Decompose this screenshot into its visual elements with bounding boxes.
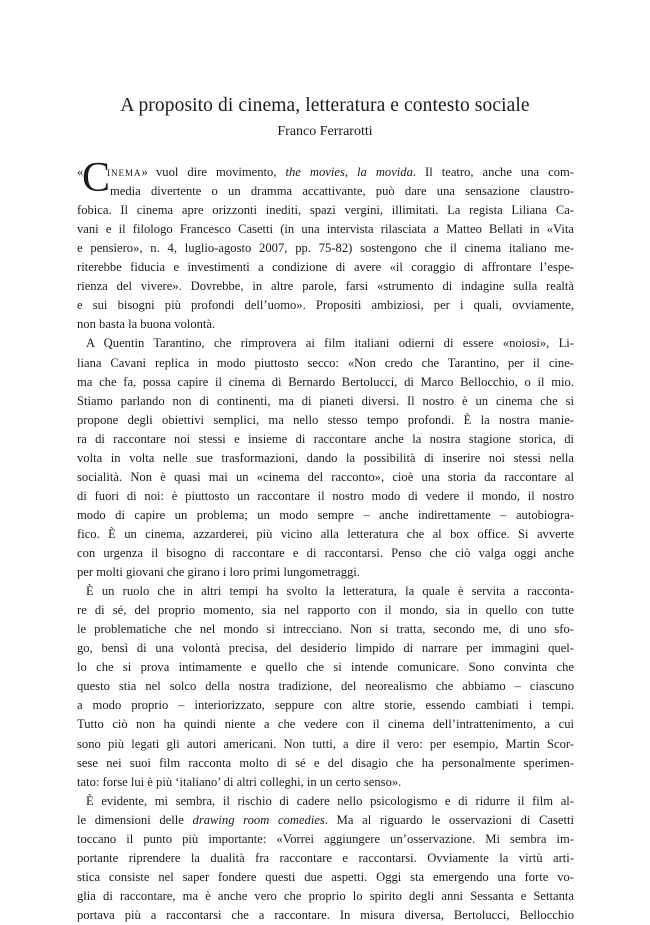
text-run: liana Cavani replica in modo piuttosto secco: «Non credo che Tarantino, per il cine- xyxy=(77,355,574,370)
text-run: vani e il filologo Francesco Casetti (in una intervista rilasciata a Matteo Bellati in «Vita xyxy=(77,222,574,237)
text-line xyxy=(77,392,574,411)
author-name: Franco Ferrarotti xyxy=(277,124,373,139)
text-run: glia di raccontare, ma è anche vero che proprio lo spirito degli anni Sessanta e Settanta xyxy=(77,888,574,903)
text-line xyxy=(77,658,574,677)
text-line xyxy=(77,773,574,792)
text-run: con urgenza il bisogno di raccontare e di raccontarsi. Penso che ciò valga oggi anche xyxy=(77,546,574,560)
text-line xyxy=(77,220,574,239)
text-run: rienza del vivere». Dovrebbe, in altre parole, farsi «strumento di indagine sulla realtà xyxy=(77,279,574,294)
text-line xyxy=(77,811,574,830)
text-run: lo che si prova intimamente e quello che si intende comunicare. Sono convinta che xyxy=(77,660,574,675)
text-line xyxy=(77,315,574,334)
text-run: e sui bisogni più profondi dell’uomo». Propositi ambiziosi, per i quali, ovviamente, xyxy=(77,298,574,313)
text-run: fobica. Il cinema apre orizzonti inediti, spazi vergini, illimitati. La regista Liliana Ca- xyxy=(77,203,574,218)
text-run: portante riprendere la dualità fra raccontare e raccontarsi. Ovviamente la virtù arti- xyxy=(77,850,574,865)
text-run: . Ma al riguardo le osservazioni di Casetti xyxy=(324,812,575,827)
text-line xyxy=(77,468,574,487)
text-line xyxy=(77,563,574,582)
text-run: Tutto ciò non ha quindi niente a che vedere con il cinema dell’intrattenimento, a cui xyxy=(77,717,574,732)
text-run: È un ruolo che in altri tempi ha svolto la letteratura, la quale è servita a racconta- xyxy=(86,584,574,599)
text-line xyxy=(77,487,574,506)
text-run: go, bensì di una volontà precisa, del desiderio limpido di narrare per immagini quel- xyxy=(77,641,574,656)
text-run: e pensiero», n. 4, luglio-agosto 2007, pp. 75-82) sostengono che il cinema italiano me- xyxy=(77,241,574,256)
text-line xyxy=(77,639,574,658)
text-run: socialità. Non è quasi mai un «cinema del racconto», cioè una storia da raccontare al xyxy=(77,469,574,484)
text-line xyxy=(77,754,574,773)
text-line xyxy=(77,849,574,868)
text-line xyxy=(77,449,574,468)
text-line xyxy=(77,525,574,544)
text-run: le dimensioni delle xyxy=(77,812,193,827)
text-line xyxy=(77,373,574,392)
text-run: fico. È un cinema, azzarderei, più vicino alla letteratura che al box office. Si avverte xyxy=(77,526,574,541)
text-run: vuol dire movimento, xyxy=(156,165,286,179)
drop-cap-rest: inema» xyxy=(107,165,149,179)
text-run: questo stia nel solco della nostra tradizione, del neorealismo che abbiamo – ciascuno xyxy=(77,679,574,694)
text-run: per molti giovani che girano i loro primi lungometraggi. xyxy=(77,565,360,580)
text-line xyxy=(77,868,574,887)
text-run: di fuori di noi: è piuttosto un raccontare il nostro modo di vedere il mondo, il nostro xyxy=(77,488,574,503)
text-line xyxy=(77,715,574,734)
italic-text: la movida xyxy=(357,165,413,179)
text-line xyxy=(77,506,574,525)
text-run: propone degli obiettivi semplici, ma nello stesso tempo profondi. È la nostra manie- xyxy=(77,412,574,427)
text-line xyxy=(77,258,574,277)
text-run: toccano il punto più importante: «Vorrei aggiungere un’osservazione. Mi sembra im- xyxy=(77,831,574,846)
text-line xyxy=(77,696,574,715)
text-line xyxy=(77,906,574,925)
text-line xyxy=(77,201,574,220)
text-run: modo di capire un problema; un modo sempre – anche indirettamente – autobiogra- xyxy=(77,507,574,522)
article-title: A proposito di cinema, letteratura e contesto sociale xyxy=(120,95,530,116)
text-run: sono più legati gli autori americani. Non tutti, a dire il vero: per esempio, Martin Scor- xyxy=(77,736,574,751)
text-line xyxy=(77,277,574,296)
text-run: le problematiche che nel mondo si intrecciano. Non si tratta, secondo me, di uno sfo- xyxy=(77,622,574,637)
text-line xyxy=(156,163,574,182)
text-run: media divertente o un dramma accattivante, può dare una sensazione claustro- xyxy=(110,184,574,199)
text-line xyxy=(77,430,574,449)
text-line xyxy=(86,792,574,811)
text-run: , xyxy=(344,165,358,179)
text-run: riterebbe fiducia e investimenti a condizione di avere «il coraggio di affrontare l’espe- xyxy=(77,260,574,275)
text-line xyxy=(77,411,574,430)
text-line xyxy=(77,887,574,906)
text-line xyxy=(77,620,574,639)
italic-text: the movies xyxy=(285,165,345,179)
text-line xyxy=(77,544,574,563)
text-run: stica consiste nel saper fondere questi due aspetti. Oggi sta emergendo una forte vo- xyxy=(77,869,574,884)
text-line xyxy=(77,239,574,258)
text-line xyxy=(110,182,574,201)
drop-cap-letter: C xyxy=(82,155,111,201)
text-line xyxy=(77,677,574,696)
text-run: portava più a raccontarsi che a raccontare. In misura diversa, Bertolucci, Bellocchio xyxy=(77,907,574,922)
text-line xyxy=(77,735,574,754)
text-line xyxy=(77,830,574,849)
text-run: . Il teatro, anche una com- xyxy=(412,165,574,179)
text-run: tato: forse lui è più ‘italiano’ di altri colleghi, in un certo senso». xyxy=(77,774,402,789)
text-run: re di sé, del proprio momento, sia nel rapporto con il mondo, sia in quello con tutte xyxy=(77,603,574,618)
text-run: non basta la buona volontà. xyxy=(77,317,216,332)
text-line xyxy=(77,601,574,620)
drop-cap-quote: « xyxy=(77,165,84,179)
text-line xyxy=(86,334,574,353)
text-run: a modo proprio – interiorizzato, seppure con altre storie, essendo cambiati i tempi. xyxy=(77,698,574,713)
text-run: ma che fa, possa capire il cinema di Bernardo Bertolucci, di Marco Bellocchio, o il mio. xyxy=(77,374,574,389)
text-run: sese nei suoi film racconta molto di sé e del disagio che ha personalmente sperimen- xyxy=(77,755,574,770)
text-line xyxy=(86,582,574,601)
text-run: È evidente, mi sembra, il rischio di cadere nello psicologismo e di ridurre il film al- xyxy=(86,793,574,808)
text-run: A Quentin Tarantino, che rimprovera ai film italiani odierni di essere «noiosi», Li- xyxy=(86,336,574,351)
italic-text: drawing room comedies xyxy=(192,812,325,827)
text-run: volta in volta nelle sue trasformazioni, dando la possibilità di inserire noi stessi nella xyxy=(77,450,574,465)
text-run: ra di raccontare noi stessi e insieme di raccontare anche la nostra stagione storica, di xyxy=(77,431,574,446)
text-line xyxy=(77,354,574,373)
text-run: Stiamo parlando non di continenti, ma di pianeti diversi. Il nostro è un cinema che si xyxy=(77,393,574,408)
text-line xyxy=(77,296,574,315)
